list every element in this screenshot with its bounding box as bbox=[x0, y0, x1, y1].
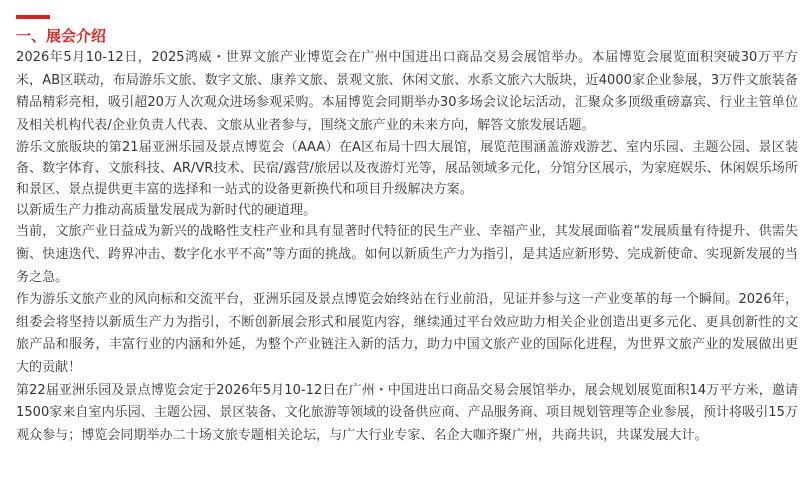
heading-accent-bar bbox=[16, 15, 50, 19]
paragraph-platform-role: 作为游乐文旅产业的风向标和交流平台，亚洲乐园及景点博览会始终站在行业前沿，见证并参与这一产业变革的每一个瞬间。2026年，组委会将坚持以新质生产力为指引，不断创新展会形式和展览内容，继续通过平台效应助力相关企业创造出更多元化、更具创新性的文旅产品和服务，丰富行业的内涵和外延，为整个产业链注入新的活力，助力中国文旅产业的国际化进程，为世界文旅产业的发展做出更大的贡献！ bbox=[16, 292, 798, 375]
paragraph-industry-challenges: 当前，文旅产业日益成为新兴的战略性支柱产业和具有显著时代特征的民生产业、幸福产业，其发展面临着“发展质量有待提升、供需失衡、快速迭代、跨界冲击、数字化水平不高”等方面的挑战。如何以新质生产力为指引，是其适应新形势、完成新使命、实现新发展的当务之急。 bbox=[16, 224, 798, 285]
paragraph-22nd-edition: 第22届亚洲乐园及景点博览会定于2026年5月10-12日在广州・中国进出口商品交易会展馆举办，展会规划展览面积14万平方米，邀请1500家来自室内乐园、主题公园、景区装备、文化旅游等领域的设备供应商、产品服务商、项目规划管理等企业参展，预计将吸引15万观众参与；博览会同期举办二十场文旅专题相关论坛，与广大行业专家、名企大咖齐聚广州，共商共识，共谋发展大计。 bbox=[16, 382, 798, 443]
paragraph-overview: 2026年5月10-12日，2025鸿威・世界文旅产业博览会在广州中国进出口商品交易会展馆举办。本届博览会展览面积突破30万平方米，AB区联动，布局游乐文旅、数字文旅、康养文旅、景观文旅、休闲文旅、水系文旅六大版块，近4000家企业参展，3万件文旅装备精品精彩亮相，吸引超20万人次观众进场参观采购。本届博览会同期举办30多场会议论坛活动，汇聚众多顶级重磅嘉宾、行业主管单位及相关机构代表/企业负责人代表、文旅从业者参与，围绕文旅产业的未来方向，解答文旅发展话题。 bbox=[16, 50, 798, 133]
section-heading: 一、展会介绍 bbox=[16, 27, 107, 45]
content-area bbox=[16, 6, 798, 447]
paragraph-slogan: 以新质生产力推动高质量发展成为新时代的硬道理。 bbox=[16, 203, 317, 219]
paragraph-aaa-layout: 游乐文旅版块的第21届亚洲乐园及景点博览会（AAA）在A区布局十四大展馆，展览范围涵盖游戏游艺、室内乐园、主题公园、景区装备、数字体育、文旅科技、AR/VR技术、民宿/露营/旅居以及夜游灯光等，展品领域多元化，分馆分区展示，为家庭娱乐、休闲娱乐场所和景区、景点提供更丰富的选择和一站式的设备更新换代和项目升级解决方案。 bbox=[16, 140, 798, 198]
